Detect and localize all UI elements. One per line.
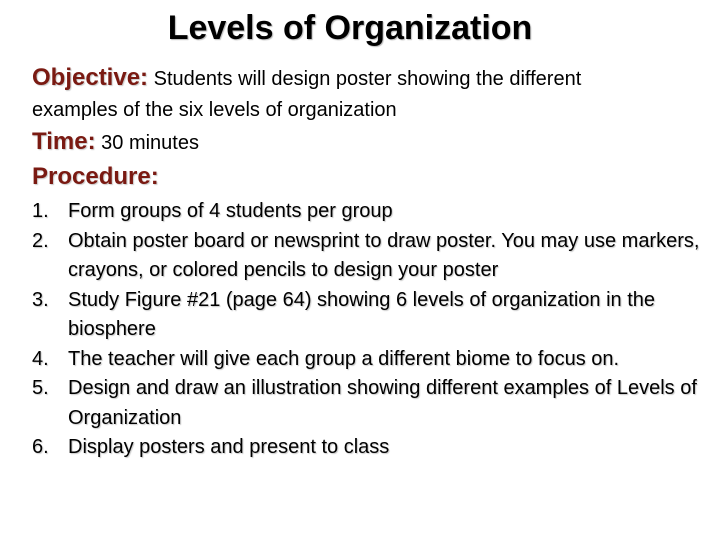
slide-title: Levels of Organization [167, 9, 533, 47]
time-section [32, 125, 199, 160]
procedure-step [32, 197, 702, 227]
step-text: Form groups of 4 students per group [68, 200, 393, 222]
time-text: 30 minutes [95, 132, 199, 154]
step-text: The teacher will give each group a different biome to focus on. [68, 347, 620, 370]
procedure-label: Procedure: [32, 163, 159, 190]
procedure-step [32, 374, 702, 433]
step-number: 6. [32, 436, 49, 458]
step-text: Display posters and present to class [68, 436, 390, 458]
step-text: Obtain poster board or newsprint to draw poster. You may use markers, crayons, or colored pencils to design your poster [68, 229, 700, 281]
procedure-section [32, 160, 159, 194]
procedure-step [32, 433, 702, 463]
step-number: 2. [32, 229, 49, 252]
step-number: 1. [32, 200, 49, 222]
step-number: 3. [32, 288, 49, 311]
step-number: 5. [32, 377, 49, 399]
step-text: Design and draw an illustration showing different examples of Levels of Organization [68, 377, 697, 429]
objective-text: Students will design poster showing the different examples of the six levels of organization [32, 68, 582, 121]
procedure-step [32, 345, 702, 375]
objective-label: Objective: [32, 64, 149, 91]
objective-section [32, 62, 672, 126]
procedure-steps-list [32, 197, 702, 463]
step-number: 4. [32, 347, 49, 370]
step-text: Study Figure #21 (page 64) showing 6 levels of organization in the biosphere [68, 288, 656, 340]
procedure-step [32, 286, 702, 345]
time-label: Time: [32, 128, 96, 155]
procedure-step [32, 227, 702, 286]
